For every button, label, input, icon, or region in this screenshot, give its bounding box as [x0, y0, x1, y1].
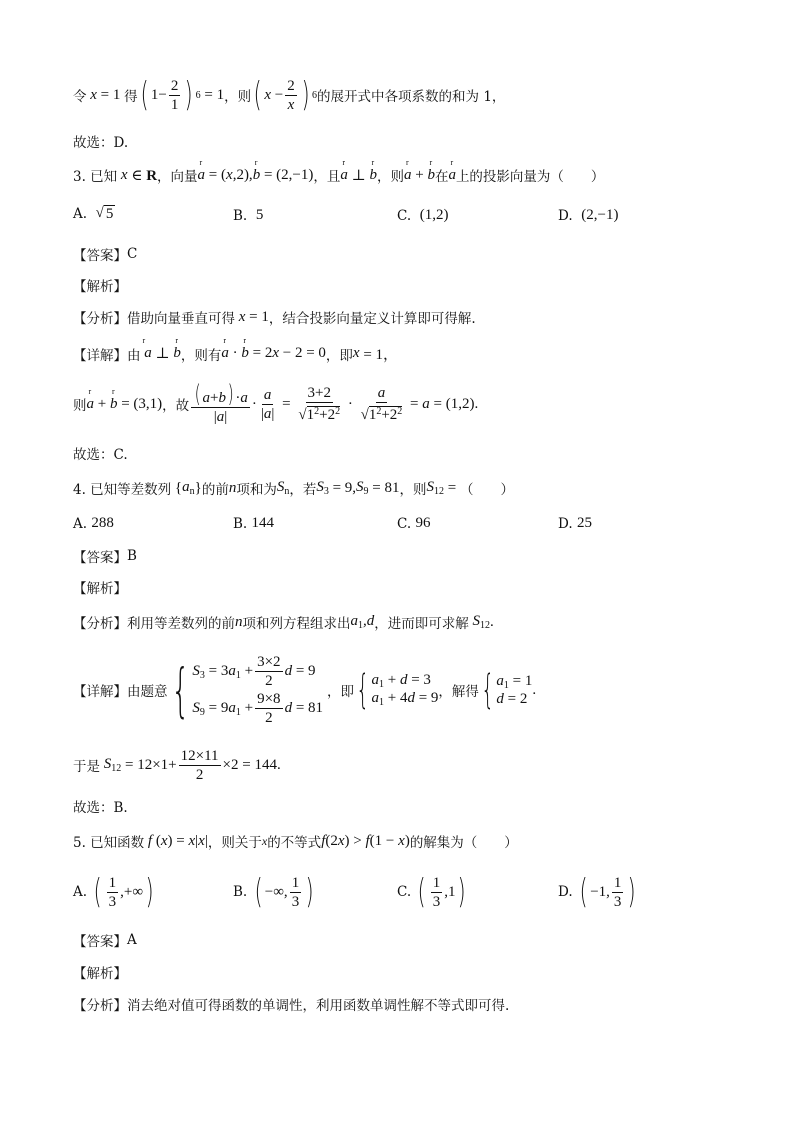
text: ，则关于	[207, 835, 262, 851]
paren: (	[140, 75, 149, 115]
option-value: (2,−1)	[581, 207, 619, 223]
option-label: C.	[397, 207, 412, 224]
vector-a: r a	[221, 345, 229, 362]
jiexi-tag	[73, 962, 127, 982]
fraction: $\frac{2}{1}$	[170, 77, 179, 113]
text: 故选：C.	[73, 447, 128, 463]
math: = 1，	[359, 347, 399, 363]
vector-a: r a	[404, 167, 412, 184]
math: ·	[228, 345, 242, 361]
option-b[interactable]	[233, 870, 316, 914]
text: ，则	[399, 482, 427, 498]
text: 【答案】	[73, 934, 127, 950]
text: 【分析】	[73, 998, 127, 1014]
text: 【详解】	[73, 347, 127, 364]
vector-b: r b	[253, 167, 261, 184]
text: 5. 已知函数	[73, 835, 145, 851]
text: ，若	[289, 482, 317, 498]
equation-system: $S_3$ = 3 $a_1$ + $\frac{3\times 2}{2}$ d = 9 $S_9$ = 9 $a_1$ + $\frac{9\times 8}{2}$ d = 81	[192, 654, 324, 726]
option-b[interactable]	[233, 515, 274, 532]
vector-b: r b	[427, 167, 435, 184]
math: = 1	[96, 86, 125, 103]
equation-system: $a_1 = 1$ d = 2	[496, 672, 533, 707]
math: x	[337, 832, 345, 849]
answer-value: B	[127, 548, 137, 564]
option-value: 144	[251, 515, 275, 531]
math: ∈ R	[127, 167, 158, 184]
option-label: B.	[233, 207, 248, 224]
math: ·	[344, 395, 357, 412]
option-label: D.	[558, 515, 573, 532]
fraction: $\frac{a}{|a|}$	[260, 386, 275, 422]
math: = 12×1+	[121, 756, 177, 773]
text: 【分析】	[73, 311, 127, 327]
math: f	[365, 832, 370, 849]
vector-b: r b	[369, 167, 377, 184]
answer-tag	[73, 244, 137, 264]
option-label: B.	[233, 884, 248, 900]
math: .	[532, 681, 537, 698]
text: 在	[434, 169, 449, 185]
math: = (	[205, 166, 227, 183]
text: 项和为	[236, 482, 277, 498]
vector-b: r b	[241, 345, 249, 362]
text: 【解析】	[73, 581, 127, 597]
math: f	[144, 832, 153, 849]
math: x	[264, 86, 272, 103]
text: ，进而即可求解	[374, 616, 469, 632]
math: $S_3$	[316, 479, 329, 497]
math: a	[422, 395, 430, 412]
math: .	[490, 613, 494, 630]
option-value: (1,2)	[419, 207, 449, 223]
math: =	[278, 395, 295, 412]
text: ，则	[224, 89, 252, 105]
paren: )	[628, 872, 637, 912]
math: $S_{12}$	[100, 756, 122, 774]
option-label: D.	[558, 884, 573, 900]
fraction: $\frac{1}{3}$	[108, 874, 117, 910]
math: −∞,	[264, 883, 288, 900]
paren: )	[145, 872, 154, 912]
fenxi-line	[73, 612, 494, 632]
paren: )	[301, 75, 310, 115]
math: −	[271, 86, 284, 103]
math: +	[94, 395, 110, 412]
fraction: $\frac{12\times 11}{2}$	[180, 747, 219, 783]
text: ，即	[327, 684, 355, 700]
vector-a: r a	[340, 167, 348, 184]
answer-value: A	[127, 932, 137, 948]
text: 由题意	[127, 684, 168, 700]
paren: (	[253, 75, 262, 115]
math: (1 −	[369, 832, 399, 849]
projection-line	[73, 378, 478, 430]
option-a[interactable]	[73, 515, 114, 532]
math: $S_{12}$	[468, 613, 490, 631]
math: $S_9$	[356, 479, 369, 497]
question-3-stem	[73, 165, 604, 185]
math: f	[321, 832, 326, 849]
text: 3. 已知	[73, 169, 118, 185]
fenxi-line	[73, 994, 509, 1014]
fraction: $\frac{1}{3}$	[432, 874, 441, 910]
math: $S_n$	[276, 479, 290, 497]
paren: )	[458, 872, 467, 912]
option-a[interactable]	[73, 205, 115, 222]
brace: {	[170, 656, 190, 724]
math: n	[228, 479, 237, 496]
text: ，结合投影向量定义计算即可得解.	[268, 311, 476, 327]
option-value: 5	[255, 207, 264, 223]
text: 由	[127, 347, 141, 364]
question-5-stem	[73, 831, 518, 851]
math: |	[204, 832, 208, 849]
math: = 2	[248, 345, 273, 361]
option-label: C.	[397, 884, 412, 900]
result-line	[73, 745, 281, 785]
answer-line	[73, 443, 128, 463]
exponent: 6	[195, 89, 201, 101]
math: $S_{12}$	[426, 479, 445, 497]
option-label: A.	[73, 205, 88, 222]
text: ，则有	[180, 347, 222, 364]
answer-tag	[73, 930, 137, 950]
math: x	[226, 166, 233, 183]
option-label: A.	[73, 515, 88, 532]
vector-a: r a	[141, 345, 152, 362]
math: =	[406, 395, 423, 412]
math: ⊥	[347, 167, 370, 184]
text: ，向量	[157, 169, 198, 185]
text: 得	[124, 89, 138, 105]
math: = 81	[368, 479, 400, 496]
fraction: $\frac{1}{3}$	[613, 874, 622, 910]
brace: {	[481, 667, 495, 713]
text: 利用等差数列的前	[127, 616, 235, 632]
text: （ ）	[459, 482, 514, 498]
jiexi-tag	[73, 577, 127, 597]
text: 【解析】	[73, 966, 127, 982]
math: x	[188, 832, 196, 849]
fraction: $\frac{a}{√1^2+2^2}$	[360, 385, 403, 423]
text: 的不等式	[267, 835, 322, 851]
math: x	[272, 345, 279, 361]
math: ×2 = 144.	[222, 756, 281, 773]
math: n	[235, 613, 243, 630]
text: 消去绝对值可得函数的单调性，利用函数单调性解不等式即可得.	[127, 998, 510, 1014]
text: 【详解】	[73, 684, 127, 700]
fraction: $\frac{( a+b) \cdot a}{|a|}$	[191, 382, 250, 426]
math: x	[398, 832, 405, 849]
math: $a_n$	[182, 479, 195, 497]
text: 的解集为（ ）	[409, 835, 518, 851]
math: x	[261, 833, 268, 848]
answer-value: C	[127, 246, 138, 262]
paren: (	[418, 872, 427, 912]
text: 【答案】	[73, 248, 127, 264]
option-c[interactable]	[397, 870, 469, 914]
text: 则	[73, 398, 87, 414]
text: ，则	[376, 169, 404, 185]
math: $a_1,d$	[350, 613, 375, 631]
fraction: $\frac{3+2}{√1^2+2^2}$	[298, 385, 341, 423]
exponent: 6	[312, 89, 318, 101]
math: ) =	[167, 832, 189, 849]
option-label: C.	[397, 515, 412, 532]
xiangjie-line	[73, 343, 398, 364]
paren: (	[579, 872, 588, 912]
vector-a: r a	[448, 167, 456, 184]
vector-b: r b	[110, 396, 118, 413]
text: 的展开式中各项系数的和为 1，	[317, 89, 506, 105]
text: ，故	[162, 398, 190, 414]
option-d[interactable]	[558, 870, 639, 914]
text: 【解析】	[73, 279, 127, 295]
paren: )	[185, 75, 193, 115]
text: 于是	[73, 759, 100, 775]
option-value: 288	[91, 515, 114, 531]
sqrt: √ 5	[95, 205, 114, 222]
option-d[interactable]	[558, 207, 618, 224]
answer-tag	[73, 546, 137, 566]
text: 项和列方程组求出	[242, 616, 351, 632]
math: x	[198, 832, 205, 849]
text: 借助向量垂直可得	[127, 311, 235, 327]
jiexi-tag	[73, 275, 127, 295]
math: ,1	[444, 883, 456, 900]
option-c[interactable]	[397, 515, 430, 532]
text: 令	[73, 89, 87, 105]
math: x	[160, 832, 168, 849]
math: = 9,	[328, 479, 357, 496]
math: (	[152, 832, 161, 849]
math: )	[404, 832, 410, 849]
math: }	[194, 479, 202, 496]
math: +	[411, 166, 428, 183]
answer-line	[73, 796, 128, 816]
vector-a: r a	[198, 167, 206, 184]
math: − 2 = 0	[279, 345, 326, 361]
brace: {	[356, 667, 370, 713]
option-b[interactable]	[233, 207, 263, 224]
expansion-line	[73, 70, 505, 120]
vector-a: r a	[87, 396, 95, 413]
math: x	[352, 345, 360, 361]
math: = 1	[200, 86, 225, 103]
text: 的前	[201, 482, 229, 498]
math: = (3,1)	[117, 395, 163, 412]
xiangjie-line	[73, 652, 536, 728]
math: |	[195, 832, 199, 849]
math: x	[235, 308, 246, 325]
paren: (	[93, 872, 102, 912]
text: ，且	[313, 169, 341, 185]
fraction: $\frac{2}{x}$	[287, 77, 295, 113]
text: 【答案】	[73, 550, 127, 566]
vector-b: r b	[173, 345, 181, 362]
text: ，解得	[438, 684, 479, 700]
math: = (2,−1)	[260, 166, 314, 183]
option-label: A.	[73, 884, 88, 900]
option-label: D.	[558, 207, 573, 224]
math: ) >	[344, 832, 366, 849]
option-d[interactable]	[558, 515, 592, 532]
text: 4. 已知等差数列	[73, 482, 172, 498]
math: ,+∞	[120, 883, 144, 900]
option-value: 96	[415, 515, 431, 531]
paren: )	[305, 872, 314, 912]
question-4-stem	[73, 478, 514, 498]
paren: (	[254, 872, 263, 912]
fenxi-line	[73, 307, 476, 327]
math: (2	[325, 832, 338, 849]
math: x	[86, 86, 97, 103]
equation-system: $a_1 + d = 3$ $a_1 + 4d = 9$	[371, 672, 439, 708]
math: = (1,2).	[429, 395, 479, 412]
option-value: 25	[576, 515, 592, 531]
math: −1,	[590, 883, 610, 900]
answer-line	[73, 131, 128, 151]
math: 1−	[150, 86, 167, 103]
text: 上的投影向量为（ ）	[455, 169, 605, 185]
math: = 1	[245, 308, 269, 325]
text: 故选：D.	[73, 135, 129, 151]
math: ·	[251, 395, 257, 412]
option-c[interactable]	[397, 207, 448, 224]
math: =	[444, 479, 460, 496]
text: ，即	[325, 347, 353, 364]
math: x	[117, 166, 128, 183]
fraction: $\frac{1}{3}$	[291, 874, 300, 910]
option-a[interactable]	[73, 870, 156, 914]
math: ⊥	[151, 346, 174, 362]
text: 【分析】	[73, 616, 127, 632]
text: 故选：B.	[73, 800, 128, 816]
math: ,2),	[232, 166, 253, 183]
math: {	[171, 479, 183, 496]
option-label: B.	[233, 515, 248, 532]
